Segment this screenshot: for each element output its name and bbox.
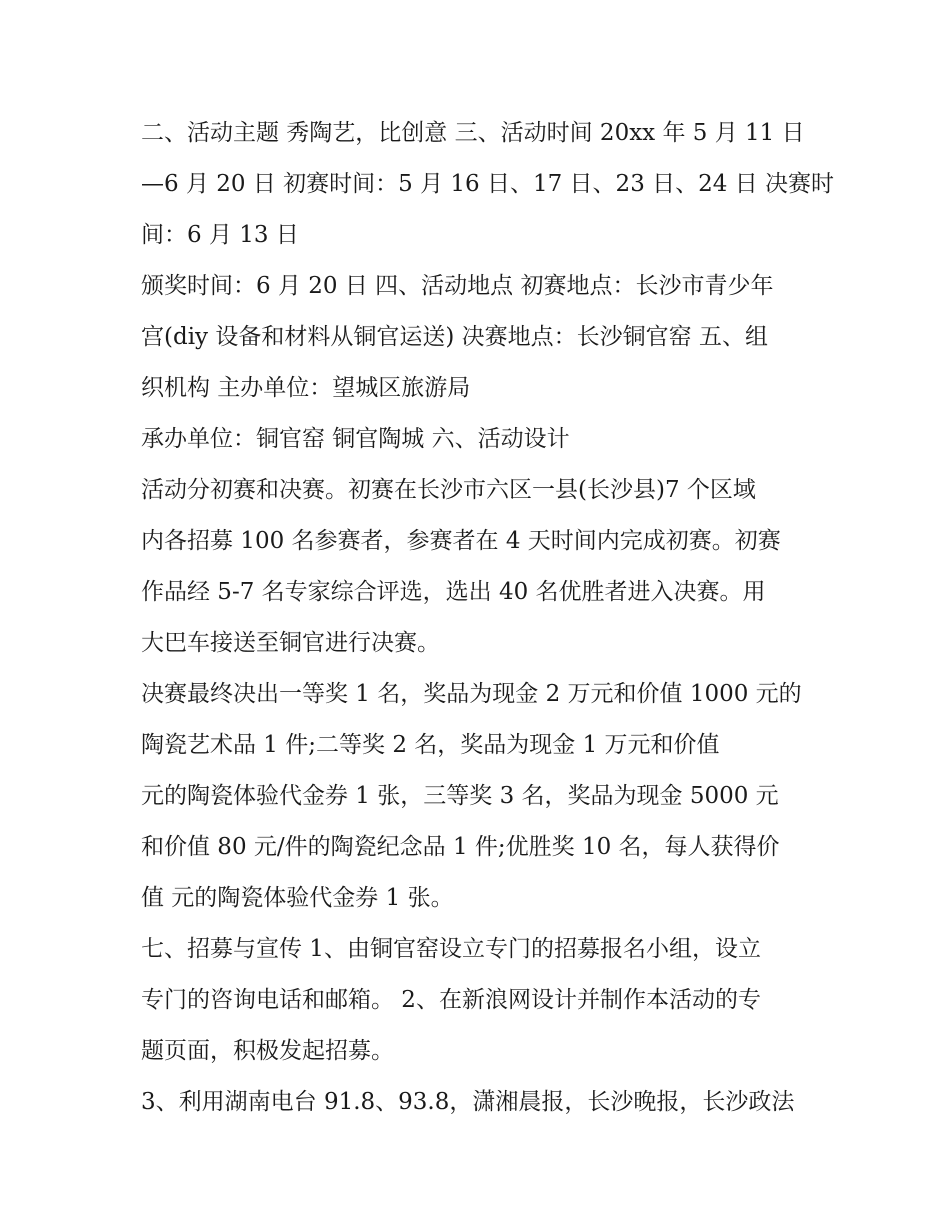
text-line: 专门的咨询电话和邮箱。 2、在新浪网设计并制作本活动的专 bbox=[141, 987, 761, 1013]
text-line: 织机构 主办单位：望城区旅游局 bbox=[141, 375, 471, 401]
text-line: 元的陶瓷体验代金券 1 张，三等奖 3 名，奖品为现金 5000 元 bbox=[141, 783, 779, 809]
text-line: 和价值 80 元/件的陶瓷纪念品 1 件;优胜奖 10 名，每人获得价 bbox=[141, 834, 780, 860]
text-line: —6 月 20 日 初赛时间：5 月 16 日、17 日、23 日、24 日 决赛时 bbox=[141, 171, 835, 197]
text-line: 决赛最终决出一等奖 1 名，奖品为现金 2 万元和价值 1000 元的 bbox=[141, 681, 802, 707]
text-line: 颁奖时间：6 月 20 日 四、活动地点 初赛地点：长沙市青少年 bbox=[141, 273, 774, 299]
text-line: 二、活动主题 秀陶艺，比创意 三、活动时间 20xx 年 5 月 11 日 bbox=[141, 120, 805, 146]
text-line: 题页面，积极发起招募。 bbox=[141, 1038, 394, 1064]
text-line: 值 元的陶瓷体验代金券 1 张。 bbox=[141, 885, 454, 911]
text-line: 承办单位：铜官窑 铜官陶城 六、活动设计 bbox=[141, 426, 570, 452]
text-line: 间：6 月 13 日 bbox=[141, 222, 299, 248]
text-line: 宫(diy 设备和材料从铜官运送) 决赛地点：长沙铜官窑 五、组 bbox=[141, 324, 768, 350]
text-line: 活动分初赛和决赛。初赛在长沙市六区一县(长沙县)7 个区域 bbox=[141, 477, 756, 503]
text-line: 作品经 5-7 名专家综合评选，选出 40 名优胜者进入决赛。用 bbox=[141, 579, 766, 605]
text-line: 七、招募与宣传 1、由铜官窑设立专门的招募报名小组，设立 bbox=[141, 936, 761, 962]
document-body bbox=[141, 108, 835, 1128]
text-line: 3、利用湖南电台 91.8、93.8，潇湘晨报，长沙晚报，长沙政法 bbox=[141, 1089, 795, 1115]
text-line: 大巴车接送至铜官进行决赛。 bbox=[141, 630, 440, 656]
text-line: 内各招募 100 名参赛者，参赛者在 4 天时间内完成初赛。初赛 bbox=[141, 528, 781, 554]
text-line: 陶瓷艺术品 1 件;二等奖 2 名，奖品为现金 1 万元和价值 bbox=[141, 732, 720, 758]
